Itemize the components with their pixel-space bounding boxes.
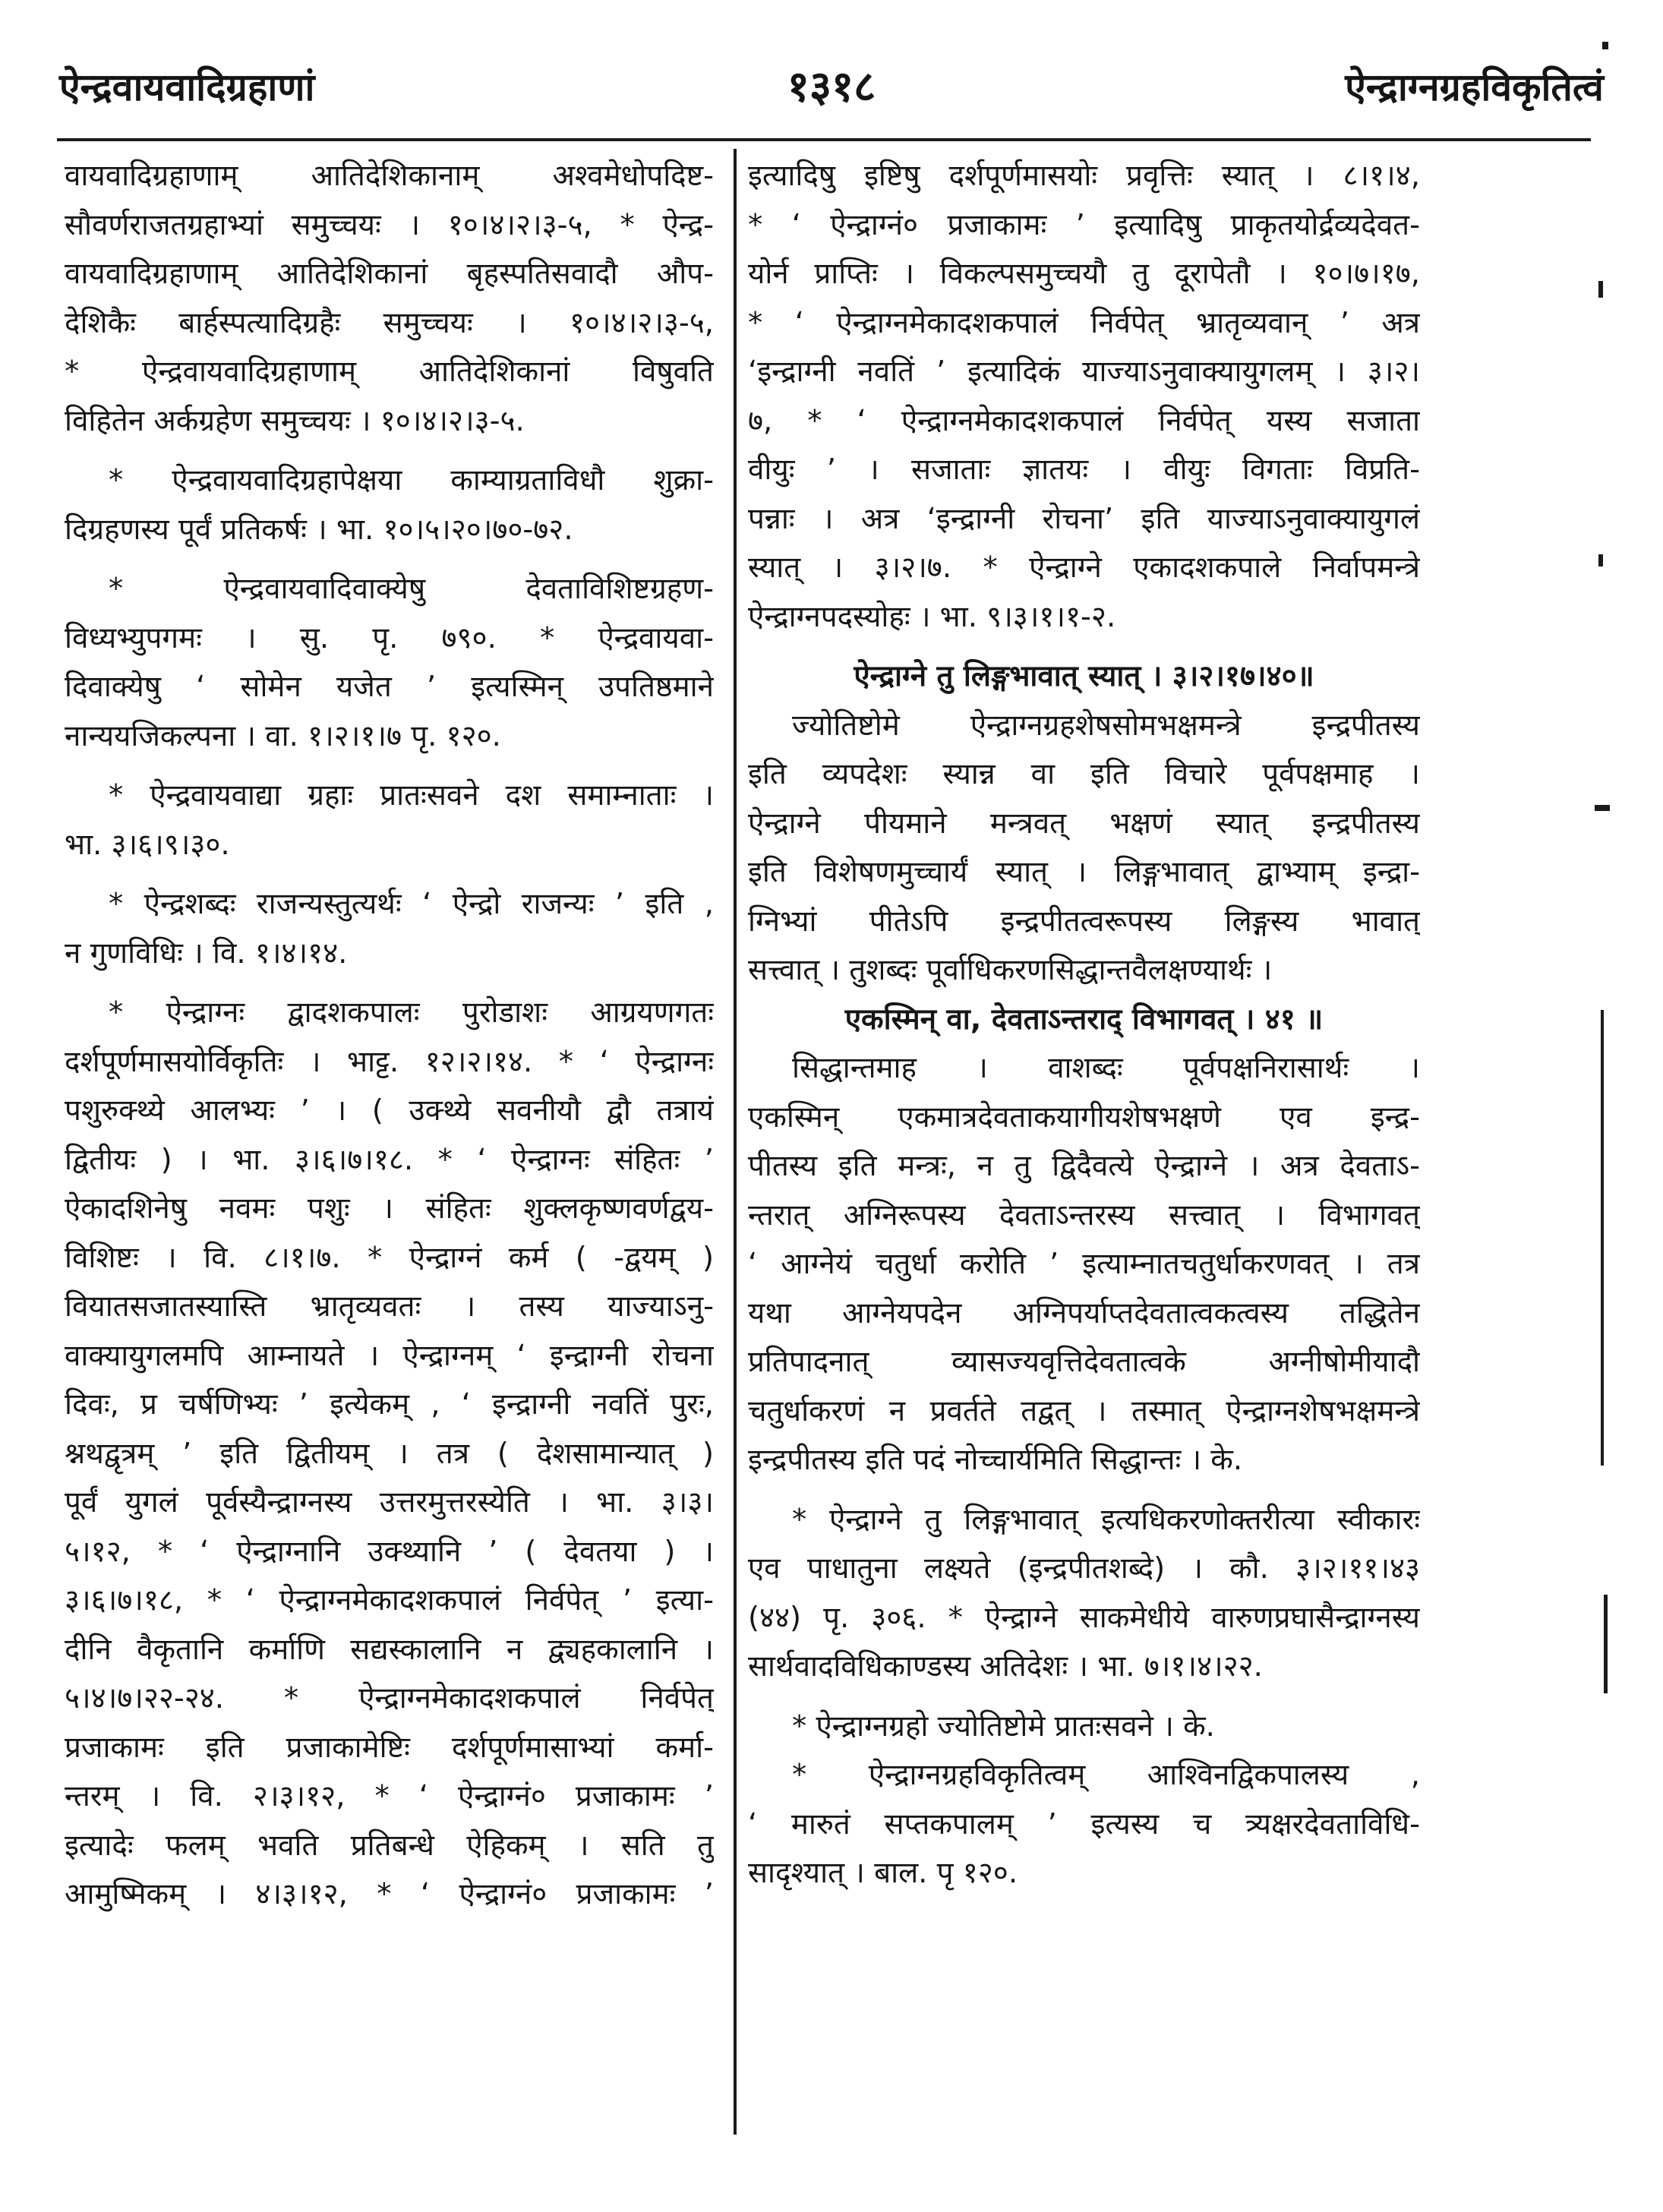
text-line: (४४) पृ. ३०६. * ऐन्द्राग्ने साकमेधीये वारुणप्रघासैन्द्राग्नस्य bbox=[748, 1600, 1420, 1635]
text-line: * ऐन्द्रवायवादिग्रहाणाम् आतिदेशिकानां विषुवति bbox=[65, 355, 714, 389]
text-line: * ऐन्द्राग्नः द्वादशकपालः पुरोडाशः आग्रयणगतः bbox=[109, 996, 714, 1030]
scan-mark bbox=[1595, 805, 1610, 811]
text-line: विशिष्टः । वि. ८।१।७. * ऐन्द्राग्नं कर्म ( -द्वयम् ) bbox=[65, 1240, 714, 1275]
text-line: स्यात् । ३।२।७. * ऐन्द्राग्ने एकादशकपाले निर्वापमन्त्रे bbox=[748, 551, 1420, 585]
text-line: वायवादिग्रहाणाम् आतिदेशिकानां बृहस्पतिसवादौ औप- bbox=[65, 257, 714, 291]
text-line: * ऐन्द्राग्नग्रहविकृतित्वम् आश्विनद्विकपालस्य , bbox=[792, 1758, 1420, 1792]
text-line: दीनि वैकृतानि कर्माणि सद्यस्कालानि न द्व्यहकालानि । bbox=[65, 1632, 714, 1667]
text-line: * ‘ ऐन्द्राग्नं० प्रजाकामः ’ इत्यादिषु प्राकृतयोर्द्रव्यदेवत- bbox=[748, 207, 1420, 242]
text-line: * ऐन्द्राग्नग्रहो ज्योतिष्टोमे प्रातःसवने । के. bbox=[792, 1709, 1215, 1743]
scan-mark bbox=[1604, 1595, 1608, 1693]
scan-mark bbox=[1602, 42, 1608, 49]
text-line: ‘इन्द्राग्नी नवतिं ’ इत्यादिकं याज्याऽनुवाक्यायुगलम् । ३।२। bbox=[748, 355, 1420, 389]
text-line: नान्ययजिकल्पना । वा. १।२।१।७ पृ. १२०. bbox=[65, 718, 501, 753]
text-line: एकस्मिन् एकमात्रदेवताकयागीयशेषभक्षणे एव इन्द्र- bbox=[748, 1100, 1420, 1134]
text-line: सौवर्णराजतग्रहाभ्यां समुच्चयः । १०।४।२।३-५, * ऐन्द्र- bbox=[65, 207, 714, 242]
text-line: ऐन्द्राग्नपदस्योहः । भा. ९।३।१।१-२. bbox=[748, 599, 1116, 634]
text-line: न गुणविधिः । वि. १।४।१४. bbox=[65, 936, 348, 970]
scan-mark bbox=[1598, 281, 1603, 298]
text-line: योर्न प्राप्तिः । विकल्पसमुच्चयौ तु दूरापेतौ । १०।७।१७, bbox=[748, 257, 1420, 291]
text-line: पशुरुक्थ्ये आलभ्यः ’ । ( उक्थ्ये सवनीयौ द्वौ तत्रायं bbox=[65, 1093, 714, 1128]
text-line: * ऐन्द्राग्ने तु लिङ्गभावात् इत्यधिकरणोक्तरीत्या स्वीकारः bbox=[792, 1502, 1420, 1537]
text-line: सादृश्यात् । बाल. पृ १२०. bbox=[748, 1856, 1018, 1890]
text-line: * ऐन्द्रवायवादिग्रहापेक्षया काम्याग्रताविधौ शुक्रा- bbox=[109, 463, 714, 497]
text-line: वीयुः ’ । सजाताः ज्ञातयः । वीयुः विगताः विप्रति- bbox=[748, 453, 1420, 487]
text-line: न्तरात् अग्निरूपस्य देवताऽन्तरस्य सत्त्वात् । विभागवत् bbox=[748, 1198, 1420, 1232]
text-line: ‘ मारुतं सप्तकपालम् ’ इत्यस्य च त्र्यक्षरदेवताविधि- bbox=[748, 1807, 1420, 1841]
text-line: दर्शपूर्णमासयोर्विकृतिः । भाट्ट. १२।२।१४. * ‘ ऐन्द्राग्नः bbox=[65, 1044, 714, 1079]
text-line: पन्नाः । अत्र ‘इन्द्राग्नी रोचना’ इति याज्याऽनुवाक्यायुगलं bbox=[748, 501, 1420, 536]
scan-mark bbox=[1598, 554, 1603, 566]
text-line: सार्थवादविधिकाण्डस्य अतिदेशः । भा. ७।१।४।२२. bbox=[748, 1649, 1263, 1683]
header-right-title: ऐन्द्राग्नग्रहविकृतित्वं bbox=[1345, 65, 1604, 109]
text-line: इत्यादिषु इष्टिषु दर्शपूर्णमासयोः प्रवृत्तिः स्यात् । ८।१।४, bbox=[748, 159, 1420, 193]
text-line: * ऐन्द्रवायवादिवाक्येषु देवताविशिष्टग्रहण- bbox=[109, 572, 714, 606]
text-line: चतुर्धाकरणं न प्रवर्तते तद्वत् । तस्मात् ऐन्द्राग्नशेषभक्षमन्त्रे bbox=[748, 1393, 1420, 1428]
text-line: न्तरम् । वि. २।३।१२, * ‘ ऐन्द्राग्नं० प्रजाकामः ’ bbox=[65, 1779, 714, 1813]
column-divider bbox=[734, 149, 737, 2135]
text-line: विध्यभ्युपगमः । सु. पृ. ७९०. * ऐन्द्रवायवा- bbox=[65, 620, 714, 655]
text-line: यथा आग्नेयपदेन अग्निपर्याप्तदेवतात्वकत्वस्य तद्धितेन bbox=[748, 1295, 1420, 1330]
text-line: * ‘ ऐन्द्राग्नमेकादशकपालं निर्वपेत् भ्रातृव्यवान् ’ अत्र bbox=[748, 305, 1420, 340]
text-line: ऐकादशिनेषु नवमः पशुः । संहितः शुक्लकृष्णवर्णद्वय- bbox=[65, 1191, 714, 1226]
text-line: इन्द्रपीतस्य इति पदं नोच्चार्यमिति सिद्धान्तः । के. bbox=[748, 1443, 1243, 1477]
text-line: देशिकैः बार्हस्पत्यादिग्रहैः समुच्चयः । १०।४।२।३-५, bbox=[65, 305, 714, 340]
text-line: ग्निभ्यां पीतेऽपि इन्द्रपीतत्वरूपस्य लिङ्गस्य भावात् bbox=[748, 904, 1420, 939]
header-rule bbox=[57, 138, 1591, 141]
text-line: इति विशेषणमुच्चार्यं स्यात् । लिङ्गभावात् द्वाभ्याम् इन्द्रा- bbox=[748, 855, 1420, 889]
page-number: १३१८ bbox=[787, 62, 876, 112]
text-line: एव पाधातुना लक्ष्यते (इन्द्रपीतशब्दे) । कौ. ३।२।११।४३ bbox=[748, 1551, 1420, 1586]
text-line: * ऐन्द्रवायवाद्या ग्रहाः प्रातःसवने दश समाम्नाताः । bbox=[109, 778, 714, 813]
text-line: दिग्रहणस्य पूर्वं प्रतिकर्षः । भा. १०।५।२०।७०-७२. bbox=[65, 512, 573, 547]
text-line: दिवः, प्र चर्षणिभ्यः ’ इत्येकम् , ‘ इन्द्राग्नी नवतिं पुरः, bbox=[65, 1387, 714, 1422]
text-line: ऐन्द्राग्ने पीयमाने मन्त्रवत् भक्षणं स्यात् इन्द्रपीतस्य bbox=[748, 806, 1420, 841]
text-line: पूर्वं युगलं पूर्वस्यैन्द्राग्नस्य उत्तरमुत्तरस्येति । भा. ३।३। bbox=[65, 1485, 714, 1519]
text-line: प्रतिपादनात् व्यासज्यवृत्तिदेवतात्वके अग्नीषोमीयादौ bbox=[748, 1345, 1420, 1379]
text-line: विहितेन अर्कग्रहेण समुच्चयः । १०।४।२।३-५. bbox=[65, 403, 525, 438]
text-line: दिवाक्येषु ‘ सोमेन यजेत ’ इत्यस्मिन् उपतिष्ठमाने bbox=[65, 670, 714, 704]
sutra-heading: एकस्मिन् वा, देवताऽन्तराद् विभागवत् । ४१ ॥ bbox=[844, 1002, 1324, 1037]
text-line: वियातसजातस्यास्ति भ्रातृव्यवतः । तस्य याज्याऽनु- bbox=[65, 1289, 714, 1324]
text-line: ३।६।७।१८, * ‘ ऐन्द्राग्नमेकादशकपालं निर्वपेत् ’ इत्या- bbox=[65, 1583, 714, 1617]
text-line: * ऐन्द्रशब्दः राजन्यस्तुत्यर्थः ‘ ऐन्द्रो राजन्यः ’ इति , bbox=[109, 887, 714, 921]
text-line: इति व्यपदेशः स्यान्न वा इति विचारे पूर्वपक्षमाह । bbox=[748, 757, 1420, 791]
text-line: द्वितीयः ) । भा. ३।६।७।१८. * ‘ ऐन्द्राग्नः संहितः ’ bbox=[65, 1142, 714, 1177]
text-line: सत्त्वात् । तुशब्दः पूर्वाधिकरणसिद्धान्तवैलक्षण्यार्थः । bbox=[748, 953, 1273, 987]
text-line: प्रजाकामः इति प्रजाकामेष्टिः दर्शपूर्णमासाभ्यां कर्मा- bbox=[65, 1730, 714, 1765]
text-line: भा. ३।६।९।३०. bbox=[65, 827, 230, 862]
text-line: आमुष्मिकम् । ४।३।१२, * ‘ ऐन्द्राग्नं० प्रजाकामः ’ bbox=[65, 1877, 714, 1911]
text-line: ५।१२, * ‘ ऐन्द्राग्नानि उक्थ्यानि ’ ( देवतया ) । bbox=[65, 1534, 714, 1569]
text-line: वाक्यायुगलमपि आम्नायते । ऐन्द्राग्नम् ‘ इन्द्राग्नी रोचना bbox=[65, 1338, 714, 1373]
text-line: ‘ आग्नेयं चतुर्धा करोति ’ इत्याम्नातचतुर्धाकरणवत् । तत्र bbox=[748, 1247, 1420, 1281]
scan-mark bbox=[1601, 1010, 1604, 1466]
text-line: श्नथद्वृत्रम् ’ इति द्वितीयम् । तत्र ( देशसामान्यात् ) bbox=[65, 1436, 714, 1471]
text-line: ७, * ‘ ऐन्द्राग्नमेकादशकपालं निर्वपेत् यस्य सजाता bbox=[748, 403, 1420, 438]
text-line: वायवादिग्रहाणाम् आतिदेशिकानाम् अश्वमेधोपदिष्ट- bbox=[65, 159, 714, 193]
text-line: ५।४।७।२२-२४. * ऐन्द्राग्नमेकादशकपालं निर्वपेत् bbox=[65, 1681, 714, 1715]
page-header bbox=[59, 53, 1604, 121]
text-line: इत्यादेः फलम् भवति प्रतिबन्धे ऐहिकम् । सति तु bbox=[65, 1828, 714, 1863]
header-left-title: ऐन्द्रवायवादिग्रहाणां bbox=[59, 65, 315, 109]
left-column bbox=[65, 152, 714, 1920]
right-column bbox=[748, 152, 1420, 1898]
text-line: ज्योतिष्टोमे ऐन्द्राग्नग्रहशेषसोमभक्षमन्त्रे इन्द्रपीतस्य bbox=[792, 708, 1420, 743]
text-line: सिद्धान्तमाह । वाशब्दः पूर्वपक्षनिरासार्थः । bbox=[792, 1051, 1420, 1085]
sutra-heading: ऐन्द्राग्ने तु लिङ्गभावात् स्यात् । ३।२।१७।४०॥ bbox=[854, 659, 1314, 693]
text-line: पीतस्य इति मन्त्रः, न तु द्विदैवत्ये ऐन्द्राग्ने । अत्र देवताऽ- bbox=[748, 1149, 1420, 1183]
